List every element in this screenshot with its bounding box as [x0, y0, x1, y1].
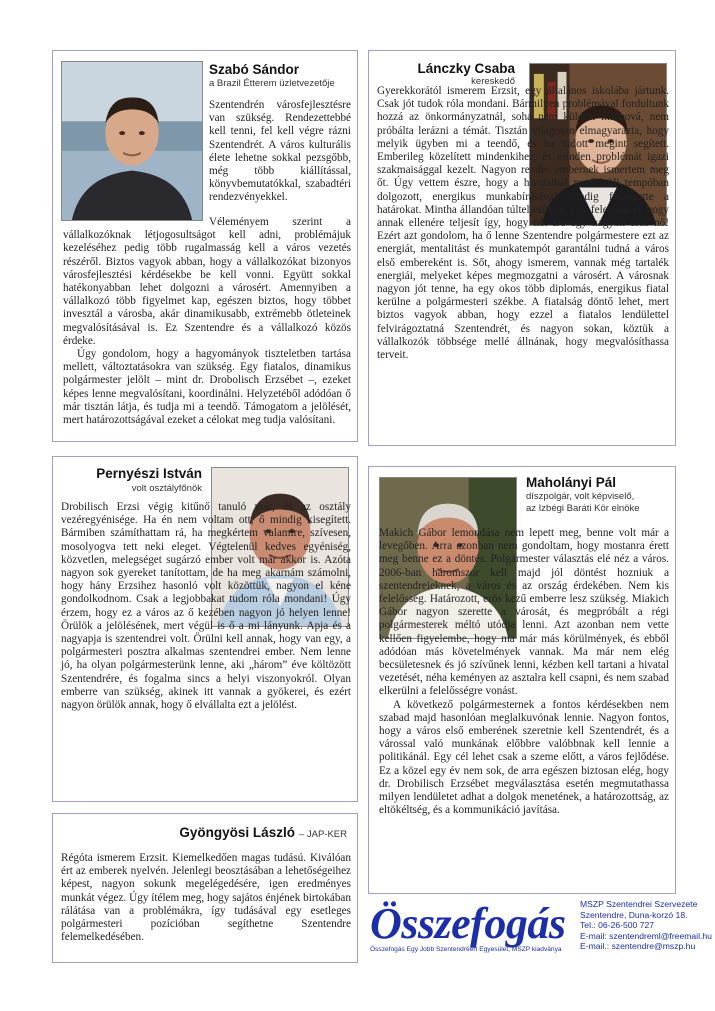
contact-block [580, 899, 712, 952]
paragraph: Makich Gábor lemondása nem lepett meg, benne volt már a levegőben. Arra azonban nem gondoltam, hogy mostanra érett meg benne ez a döntés. Polgármester választás elé néz a város. 2006-ban háromszor kell majd jól döntést hozniuk a szentendreieknek, a város és az ország érdekében. Nem kis felelősség. Határozott, erős kezű emberre lesz szükség. Miakich Gábor nagyon szerette a városát, és megpróbált a régi polgármesterek méltó utódja lenni. Azt azonban nem vette kellően figyelembe, hogy ma már más körülmények, és ebből adódóan más követelmények vannak. Ma már nem elég becsületesnek és jó szívűnek lenni, kézben kell tartani a hivatal vezetését, néha keményen az asztalra kell csapni, és nem szabad elkerülni a felelősségre vonást. [379, 527, 669, 698]
author-role: volt osztályfőnök [131, 483, 202, 494]
testimonial-lanczky [368, 50, 676, 446]
author-name: Pernyészi István [96, 466, 202, 481]
testimonial-text [377, 85, 669, 362]
contact-phone: Tel.: 06-26-500 727 [580, 920, 655, 931]
author-role: az Izbégi Baráti Kör elnöke [526, 503, 640, 514]
paragraph: Véleményem szerint a vállalkozóknak létjogosultságot kell adni, problémájuk kezeléséhez pedig több rugalmasság kell a város vezetés részéről. Biztos vagyok abban, hogy a vállalkozókat bizonyos városfejlesztési kérdésekbe be kell vonni. Együtt sokkal hatékonyabban lehet dolgozni a városért. Amennyiben a vállalkozó több figyelmet kap, egészen biztos, hogy többet invesztál a városba, akár dinamikusabb, extrémebb ötleteinek megvalósításával is. Ez Szentendre és a vállalkozó közös érdeke. [63, 216, 351, 347]
author-header [179, 824, 347, 842]
publisher-footer [368, 899, 712, 961]
testimonial-szabo [52, 50, 358, 442]
testimonial-pernyeszi [52, 456, 358, 802]
testimonial-text [61, 501, 351, 712]
contact-email: E-mail: szentendreml@freemail.hu [580, 930, 712, 941]
paragraph: Drobilisch Erzsi végig kitűnő tanuló volt, és az osztály vezéregyénisége. Ha én nem voltam ott, ő mindig kisegített. Bármiben számíthattam rá, ha megkértem valamire, szívesen, mosolyogva tett neki eleget. Végtelenül kedves egyéniség, közvetlen, melegséget sugárzó ember volt már akkor is. Azóta nagyon sok gyereket tanítottam, de ha meg akarnám számolni, hogy hány Erzsihez hasonló volt közöttük, nagyon el kéne gondolkodnom. Csak a legjobbakat tudom róla mondani! Úgy érzem, hogy ez a város az ő kezében nagyon jó helyen lenne! Örülök a jelölésének, mert végül is ő a mi lányunk. Apja és a nagyapja is szentendrei volt. Örülni kell annak, hogy van egy, a polgármesteri posztra alkalmas szentendrei ember. Nem lenne jó, ha olyan polgármesterünk lenne, aki „három” éve költözött Szentendrére, és fogalma sincs a helyi viszonyokról. Olyan emberre van szükség, akinek itt vannak a gyökerei, és ezért nagyon örülök annak, hogy ő elvállalta ezt a jelölést. [61, 501, 351, 712]
contact-org: MSZP Szentendrei Szervezete [580, 899, 698, 909]
author-role: kereskedő [471, 76, 515, 87]
paragraph: Régóta ismerem Erzsit. Kiemelkedően magas tudású. Kiválóan ért az emberek nyelvén. Jelenlegi beosztásában a lehetőségeihez képest, nagyon sokunk megelégedésére, igen eredményes munkát végez. Úgy ítélem meg, hogy sajátos énjének birtokában rálátása van a problémákra, így tudásával egy esetleges polgármesteri pozícióban segíthetne Szentendre felemelkedésében. [61, 852, 351, 944]
testimonial-text [61, 852, 351, 944]
author-role: – JAP-KER [298, 829, 347, 840]
paragraph: A következő polgármesternek a fontos kérdésekben nem szabad majd hasonlóan meglalkuvónak lennie. Nagyon fontos, hogy a város első emberének szeretnie kell Szentendrét, és a várossal való munkának előbbre valóbbnak kell lennie a politikánál. Egy cél lehet csak a szeme előtt, a város fejlődése. Ez a közel egy év nem sok, de arra egészen biztosan elég, hogy dr. Drobilisch Erzsébet megválasztása esetén megmutathassa milyen lendületet adhat a dolgok menetének, a határozottság, az eltökéltség, és a kommunikáció javítása. [379, 698, 669, 817]
author-name: Szabó Sándor [209, 62, 300, 77]
testimonial-text [63, 216, 351, 427]
contact-email: E-mail.: szentendre@mszp.hu [580, 941, 696, 952]
paragraph: Gyerekkorától ismerem Erzsit, egy általános iskolába jártunk. Csak jót tudok róla mondani. Bármilyen problémával fordultunk hozzá az önkormányzatnál, soha nem küldött máshová, nem próbálta lerázni a témát. Tisztán világosan elmagyarázta, hogy melyik ügyben mi a teendő, és ha tudott megint segített. Emberileg közelített mindenkihez, és minden problémát igazi szakmaisággal kezelt. Nagyon rendes embernek ismertem meg őt. Úgy vettem észre, hogy a hivatalnál rendkívüli tempóban dolgozott, energikus munkabírásával mindig feszegette a határokat. Mintha állandóan túlteljesítene, s ne felejtsük el, hogy annak ellenére teljesít így, hogy nő. De egy nagyon erős nő! Ezért azt gondolom, ha ő lenne Szentendre polgármestere ezt az energiát, mentalitást és munkatempót garantálni tudná a város első embereként is. Sőt, ahogy ismerem, vannak még tartalék energiái, melyeket képes megmozgatni a városért. A városnak nagyon jót tenne, ha egy okos több diplomás, energikus fiatal kerülne a polgármesteri székbe. A fiatalság döntő lehet, mert biztos vagyok abban, hogy ezzel a fiatalos lendülettel felvirágoztatná Szentendrét, és nagyon sokan, köztük a vállalkozók többsége mellé állnának, hogy megvalósíthassa terveit. [377, 85, 669, 362]
portrait-szabo [61, 61, 203, 221]
testimonial-gyongyosi [52, 813, 358, 963]
paragraph: Szentendrén városfejlesztésre van szükség. Rendezettebbé kell tenni, fel kell végre rázni Szentendrét. A város kulturális élete lehetne sokkal pezsgőbb, még több kiállítással, könyvbemutatókkal, szabadtéri rendezvényekkel. [209, 99, 351, 204]
author-role: díszpolgár, volt képviselő, [526, 491, 635, 502]
author-name: Maholányi Pál [526, 475, 617, 490]
author-role: a Brazil Étterem üzletvezetője [209, 78, 335, 89]
testimonial-text [379, 527, 669, 817]
author-name: Lánczky Csaba [417, 61, 515, 76]
paragraph: Úgy gondolom, hogy a hagyományok tiszteletben tartása mellett, változtatásokra van szükség. Egy fiatalos, dinamikus polgármester jelölt – mint dr. Drobolisch Erzsébet –, ezeket képes lenne megvalósítani, koordinálni. Helyzetéből adódóan ő már tisztán látja, és tudja mi a teendő. Támogatom a jelölését, mert határozottságával ezeket a célokat meg tudja valósítani. [63, 348, 351, 427]
osszefogas-logo: Összefogás [370, 899, 566, 948]
testimonial-maholanyi [368, 466, 676, 894]
author-name: Gyöngyösi László [179, 825, 295, 840]
contact-address: Szentendre, Duna-korzó 18. [580, 909, 688, 920]
logo-subtitle: Összefogás Egy Jobb Szentendréért Egyesület, MSZP kiadványa [370, 946, 562, 953]
testimonial-text [209, 99, 351, 205]
